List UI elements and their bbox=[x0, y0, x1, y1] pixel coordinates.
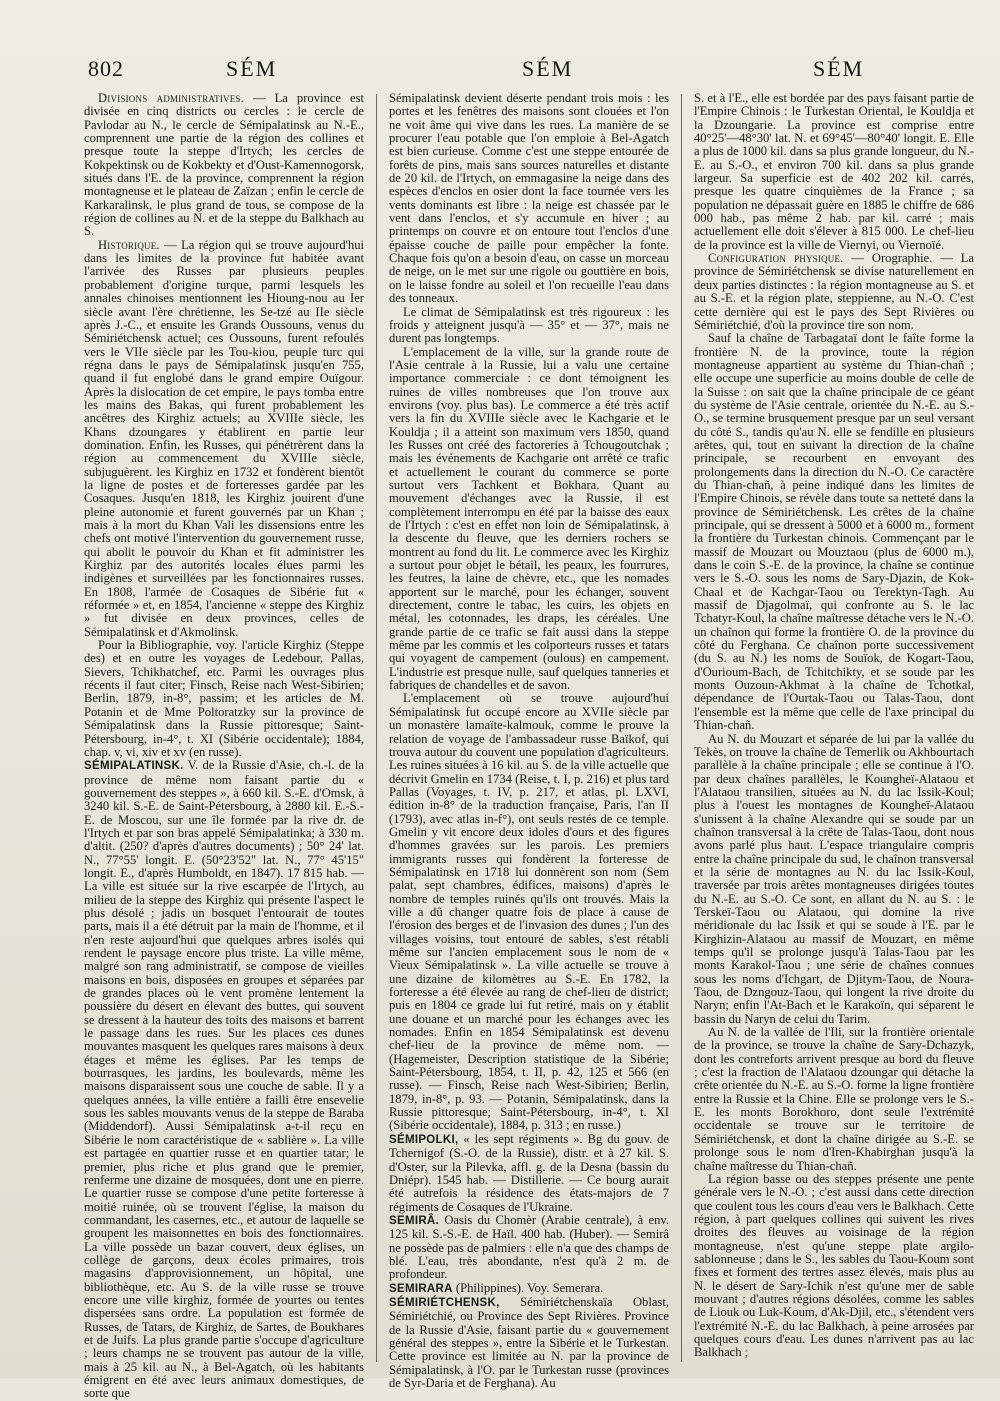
entry-semira bbox=[389, 1214, 669, 1282]
running-head-right: SÉM bbox=[813, 56, 865, 81]
page-header bbox=[88, 56, 950, 86]
section-label-historique: Historique. bbox=[98, 237, 160, 252]
paragraph-text: — La région qui se trouve aujourd'hui dans les limites de la province fut habitée avant l'arrivée des Russes par plusieurs peuples probablement d'origine turque, parmi lesquels les annales chinoises mentionnent les Hioung-nou au Ier siècle avant l'ère chrétienne, les Se-tzé au IIe siècle après J.-C., et ensuite les Grands Oussouns, venus du Sémiriétchensk actuel; ces Oussouns, furent refoulés vers le VIIe siècle par les Tou-kiou, peuple turc qui régna dans le pays de Sémipalatinsk jusqu'en 755, quand il fut englobé dans le grand empire Ouïgour. Après la dislocation de cet empire, le pays tomba entre les mains des Bakas, qui furent probablement les ancêtres des Kirghiz actuels; au XVIIIe siècle, les Khans dzoungares y établirent en partie leur domination. Enfin, les Russes, qui pénétrèrent dans la région au commencement du XVIIIe siècle, subjuguèrent. les Kirghiz en 1732 et fondèrent bientôt la ligne de postes et de forteresses gardée par les Cosaques. Jusqu'en 1818, les Kirghiz jouirent d'une pleine autonomie et furent gouvernés par un Khan ; mais à la mort du Khan Vali les dissensions entre les chefs ont motivé l'intervention du gouvernement russe, qui abolit le pouvoir du Khan et fit administrer les Kirghiz par des autorités locales élues parmi les indigènes et surveillées par les fonctionnaires russes. En 1808, l'armée de Cosaques de Sibérie fut « réformée » et, en 1854, l'ancienne « steppe des Kirghiz » fut divisée en deux provinces, celles de Sémipalatinsk et d'Akmolinsk. bbox=[84, 237, 364, 639]
entry-headword: SÉMIPALATINSK. bbox=[84, 760, 184, 773]
entry-text: V. de la Russie d'Asie, ch.-l. de la province de même nom faisant partie du « gouvernement des steppes », à 660 kil. S.-E. d'Omsk, à 3240 kil. S.-E. de Saint-Pétersbourg, à 2880 kil. E.-S.-E. de Moscou, sur une île formée par la rive dr. de l'Irtych et par son bras appelé Sémipalatinka; à 330 m. d'altit. (250? d'après d'autres documents) ; 50° 24' lat. N., 77°55' longit. E. (50°23'52" lat. N., 77° 45'15" longit. E., d'après Humboldt, en 1847). 17 815 hab. — La ville est située sur la rive escarpée de l'Irtych, au milieu de la steppe des Kirghiz qui présente l'aspect le plus désolé ; jadis un bosquet l'entourait de toutes parts, mais il a été détruit par la main de l'homme, et il n'en reste aujourd'hui que quelques arbres isolés qui rendent le paysage encore plus triste. La ville même, malgré son rang administratif, se compose de vieilles maisons en bois, disposées en groupes et séparées par de grandes places où le vent promène lentement la poussière du désert en élevant des buttes, qui souvent se dressent à la hauteur des toits des maisons et barrent le passage dans les rues. Sur les places ces dunes mouvantes masquent les quelques rares maisons à deux étages et même les églises. Par les temps de bourrasques, les jardins, les boulevards, même les maisons disparaissent sous une couche de sable. Il y a quelques années, la ville entière a failli être ensevelie sous les sables mouvants venus de la steppe de Baraba (Middendorf). Aussi Sémipalatinsk a-t-il reçu en Sibérie le nom caractéristique de « sablière ». La ville est partagée en quartier russe et en quartier tatar; le premier, plus riche et plus grand que le premier, renferme une dizaine de mosquées, dont une en pierre. Le quartier russe se compose d'une petite forteresse à moitié ruinée, où se trouvent l'église, la maison du commandant, les casernes, etc., et autour de laquelle se groupent les maisonnettes en bois des fonctionnaires. La ville possède un bazar couvert, deux églises, un collège de garçons, deux écoles primaires, trois magasins d'approvisionnement, un hôpital, une bibliothèque, etc. Au S. de la ville russe se trouve encore une ville kirghiz, formée de yourtes ou tentes dispersées sans ordre. La population est formée de Russes, de Tatars, de Kirghiz, de Sartes, de Boukhares et de Juifs. La plus grande partie s'occupe d'agriculture ; leurs champs ne se trouvent pas autour de la ville, mais à 25 kil. au N., à Bel-Agatch, où les habitants émigrent en été avec leurs animaux domestiques, de sorte que bbox=[84, 758, 364, 1401]
paragraph-text: — La province est divisée en cinq districts ou cercles : le cercle de Pavlodar au N., le cercle de Sémipalatinsk au N.-E., comprennent une partie de la région des collines et presque toute la steppe d'Irtych; les cercles de Kokpektinsk ou de Kokbekty et d'Oust-Kamennogorsk, situés dans l'E. de la province, comprennent la région montagneuse et le plateau de Zaïzan ; enfin le cercle de Karkaralinsk, le plus grand de tous, se compose de la région de collines au N. et de la steppe du Balkhach au S. bbox=[84, 91, 364, 239]
paragraph: Sauf la chaîne de Tarbagataï dont le faîte forme la frontière N. de la province, toute la région montagneuse appartient au système du Thian-chañ ; elle occupe une superficie au moins double de celle de la Suisse : on sait que la chaîne principale de ce géant du système de l'Asie centrale, orientée du N.-E. au S.-O., se termine brusquement presque par un seul versant du côté S., tandis qu'au N. elle se fendille en plusieurs arêtes, qui, tout en suivant la direction de la chaîne principale, se recourbent en envoyant des prolongements dans la direction du N.-O. Ce caractère du Thian-chañ, à peine indiqué dans les limites de l'Empire Chinois, se révèle dans toute sa netteté dans la province de Sémiriétchensk. Les crêtes de la chaîne principale, qui se dressent à 5000 et à 6000 m., forment la frontière du Turkestan chinois. Commençant par le massif de Mouzart ou Mouztaou (plus de 6000 m.), dans le coin S.-E. de la province, la chaîne se continue vers le S.-O. sous les noms de Sary-Djazin, de Kok-Chaal et de Kachgar-Taou ou Terektyn-Tagh. Au massif de Djagolmaï, qui confronte au S. le lac Tchatyr-Koul, la chaîne maîtresse détache vers le N.-O. un chaînon qui forme la frontière O. de la province du côté du Ferghana. Ce chaînon porte successivement (du S. au N.) les noms de Souïok, de Kogart-Taou, d'Ourioum-Bach, de Tchitchikty, et se soude par les monts Ouzoun-Akhmat à la chaîne de Tchotkal, dépendance de l'Ourtak-Taou ou Talas-Taou, dont l'ensemble est la même que celle de l'axe principal du Thian-chañ. bbox=[694, 331, 974, 733]
paragraph-commerce: L'emplacement de la ville, sur la grande route de l'Asie centrale à la Russie, lui a valu une certaine importance commerciale : ce dont témoignent les ruines de villes nombreuses que l'on trouve aux environs (voy. plus bas). Le commerce a été très actif vers la fin du XVIIIe siècle avec le Kachgarie et le Kouldja ; il a atteint son maximum vers 1850, quand les Russes ont créé des factoreries à Tchougoutchak ; mais les événements de Kachgarie ont arrêté ce trafic et actuellement le courant du commerce se porte surtout vers Tachkent et Bokhara. Quant au mouvement d'échanges avec la Russie, il est complètement interrompu en été par la baisse des eaux de l'Irtych : c'est en effet non loin de Sémipalatinsk, à la descente du fleuve, que les derniers rochers se montrent au fond du lit. Le commerce avec les Kirghiz a surtout pour objet le bétail, les peaux, les fourrures, les feutres, la laine de chèvre, etc., que les nomades apportent sur le marché, pour les échanger, souvent directement, contre le tabac, les cuirs, les objets en métal, les cotonnades, les draps, les céréales. Une grande partie de ce trafic se fait aussi dans la steppe même par les commis et les colporteurs russes et tatars qui voyagent de campement (oulous) en campement. L'industrie est presque nulle, sauf quelques tanneries et fabriques de chandelles et de savon. bbox=[389, 344, 669, 693]
paragraph: Au N. du Mouzart et séparée de lui par la vallée du Tekès, on trouve la chaîne de Temerlik ou Akhbourtach parallèle à la chaîne principale ; elle se continue à l'O. par deux chaînes parallèles, le Koungheï-Alataou et l'Alataou transilien, situées au N. du lac Issik-Koul; plus à l'ouest les montagnes de Koungheï-Alataou s'unissent à la chaîne Alexandre qui se soude par un chaînon transversal à la crête de Talas-Taou, dont nous avons parlé plus haut. L'espace triangulaire compris entre la chaîne principale du sud, le chaînon transversal et la série de montagnes au N. du lac Issik-Koul, traversée par trois arêtes montagneuses dirigées toutes du N.-E. au S.-O. Ce sont, en allant du N. au S. : le Terskeï-Taou ou Alataou, qui domine la rive méridionale du lac Issik et qui se soude à l'E. par le Kirghizin-Alataou au massif de Mouzart, en même temps qu'il se prolonge jusqu'à Talas-Taou par les monts Karakol-Taou ; une série de chaînes connues sous les noms d'Ichgart, de Djitym-Taou, de Noura-Taou, de Dzngouz-Taou, qui longent la rive droite du Naryn; enfin l'At-Bach et le Karakoïn, qui séparent le bassin du Naryn de celui du Tarim. bbox=[694, 731, 974, 1026]
entry-semipolki bbox=[389, 1133, 669, 1214]
paragraph-climat: Le climat de Sémipalatinsk est très rigoureux : les froids y atteignent jusqu'à — 35° et — 37°, mais ne durent pas longtemps. bbox=[389, 304, 669, 346]
paragraph-bibliographie: Pour la Bibliographie, voy. l'article Kirghiz (Steppe des) et en outre les voyages de Ledebour, Pallas, Sievers, Tchikhatchef, etc. Parmi les ouvrages plus récents il faut citer; Finsch, Reise nach West-Sibirien; Berlin, 1879, in-8°, passim; et les articles de M. Potanin et de Mme Poltoratzky sur la province de Sémipalatinsk dans la Russie pittoresque; Saint-Pétersbourg, in-4°, t. XI (Sibérie occidentale); 1884, chap. v, vi, xiv et xv (en russe). bbox=[84, 638, 364, 759]
entry-semirietchensk bbox=[389, 1296, 669, 1390]
column-rule bbox=[681, 94, 682, 1362]
paragraph: Au N. de la vallée de l'Ili, sur la frontière orientale de la province, se trouve la chaîne de Sary-Dchazyk, dont les contreforts arrivent presque au bord du fleuve ; c'est la fraction de l'Alataou dzoungar qui détache la crête orientée du N.-E. au S.-O. forme la ligne frontière entre la Russie et la Chine. Elle se prolonge vers le S.-E. les monts Borokhoro, dont seule l'extrémité occidentale se trouve sur le territoire de Sémiriétchensk, et dont la chaîne dirigée au S.-E. se prolonge sous le nom d'Iren-Khabirghan jusqu'à la chaîne maîtresse du Thian-chañ. bbox=[694, 1025, 974, 1173]
entry-text: Oasis du Chomèr (Arabie centrale), à env. 125 kil. S.-S.-E. de Haïl. 400 hab. (Huber). — Semirâ ne possède pas de palmiers : elle n'a que des champs de blé. L'eau, très abondante, n'est qu'à 2 m. de profondeur. bbox=[389, 1212, 669, 1282]
section-label-divisions: Divisions administratives. bbox=[98, 91, 244, 105]
entry-headword: SÉMIRIÉTCHENSK, bbox=[389, 1296, 500, 1309]
page-number: 802 bbox=[88, 56, 124, 81]
entry-text: Sémiriétchenskaïa Oblast, Sémiriétchié, ou Province des Sept Rivières. Province de la Russie d'Asie, faisant partie du « gouvernement général des steppes », entre la Sibérie et le Turkestan. Cette province est limitée au N. par la province de Sémipalatinsk, à l'O. par le Turkestan russe (provinces de Syr-Daria et de Ferghana). Au bbox=[389, 1294, 669, 1390]
running-head-center: SÉM bbox=[522, 56, 574, 81]
paragraph-divisions bbox=[84, 92, 364, 239]
column-rule bbox=[376, 94, 377, 1362]
paragraph-text: — Orographie. — La province de Sémiriétchensk se divise naturellement en deux parties distinctes : la région montagneuse au S. et au S.-E. et la région plate, steppienne, au N.-O. C'est cette dernière qui est le pays des Sept Rivières ou Sémiriétchié, d'où la province tire son nom. bbox=[694, 251, 974, 332]
paragraph: Sémipalatinsk devient déserte pendant trois mois : les portes et les fenêtres des maisons sont clouées et l'on ne voit âme qui vive dans les rues. La manière de se procurer l'eau potable que l'on emploie à Bel-Agatch est bien curieuse. Comme c'est une steppe entourée de forêts de pins, mais sans sources naturelles et distante de 20 kil. de l'Irtych, on emmagasine la neige dans des espèces d'enclos en osier dont la face tournée vers les vents dominants est libre : la neige est chassée par le vent dans l'enclos, et s'y accumule en hiver ; au printemps on couvre et on entoure tout l'enclos d'une épaisse couche de paille pour empêcher la fonte. Chaque fois qu'on a besoin d'eau, on casse un morceau de neige, on le met sur une rigole ou gouttière en bois, on le laisse fondre au soleil et l'on recueille l'eau dans des tonneaux. bbox=[389, 91, 669, 306]
paragraph-configuration bbox=[694, 252, 974, 332]
paragraph-historique bbox=[84, 239, 364, 639]
entry-semirara bbox=[389, 1282, 669, 1296]
paragraph: S. et à l'E., elle est bordée par des pays faisant partie de l'Empire Chinois : le Turkestan Oriental, le Kouldja et la Dzoungarie. La province est comprise entre 40°25'—48°30' lat. N. et 69°45'—80°40' longit. E. Elle a plus de 1000 kil. dans sa plus grande longueur, du N.-E. au S.-O., et environ 700 kil. dans sa plus grande largeur. Sa superficie est de 402 202 kil. carrés, presque les quatre cinquièmes de la France ; sa population ne dépassait guère en 1885 le chiffre de 686 000 hab., pas même 2 hab. par kil. carré ; mais actuellement elle doit s'élever à 815 000. Le chef-lieu de la province est la ville de Viernyi, ou Viernoïé. bbox=[694, 91, 975, 252]
column-3 bbox=[694, 92, 974, 1362]
entry-headword: SEMIRÂ. bbox=[389, 1214, 440, 1227]
entry-text: (Philippines). Voy. Semerara. bbox=[455, 1280, 604, 1295]
column-1 bbox=[84, 91, 364, 1401]
text-columns bbox=[84, 91, 975, 1401]
entry-headword: SÉMIPOLKI, bbox=[389, 1133, 459, 1146]
running-head-left: SÉM bbox=[226, 56, 278, 81]
column-2 bbox=[389, 91, 670, 1390]
paragraph: La région basse ou des steppes présente une pente générale vers le N.-O. ; c'est aussi dans cette direction que coulent tous les cours d'eau vers le Balkhach. Cette région, à part quelques collines qui suivent les rives droites des fleuves au voisinage de la région montagneuse, n'est qu'une steppe plate argilo-sablonneuse ; dans le S., les sables du Taou-Koum sont fixes et forment des tertres assez élevés, mais plus au N. le désert de Sary-Ichik n'est qu'une mer de sable mouvant ; d'autres régions désolées, comme les sables de Liouk ou Luk-Koum, d'Ak-Djil, etc., s'étendent vers l'extrémité N.-E. du lac Balkhach, à peine arrosées par quelques cours d'eau. Les dunes n'arrivent pas au lac Balkhach ; bbox=[694, 1171, 974, 1360]
entry-headword: SEMIRARA bbox=[389, 1282, 453, 1295]
section-label-configuration: Configuration physique. bbox=[708, 251, 844, 266]
entry-semipalatinsk bbox=[84, 759, 364, 1401]
entry-text: « les sept régiments ». Bg du gouv. de Tchernigof (S.-O. de la Russie), distr. et à 27 kil. S. d'Oster, sur la Pilevka, affl. g. de la Desna (bassin du Dniépr). 1545 hab. — Distillerie. — Ce bourg aurait été autrefois la résidence des états-majors de 7 régiments de Cosaques de l'Ukraine. bbox=[389, 1131, 670, 1214]
paragraph-histoire: L'emplacement où se trouve aujourd'hui Sémipalatinsk fut occupé encore au XVIIe siècle par un monastère lamaïte-kalmouk, comme le prouve la relation de voyage de l'ambassadeur russe Baïkof, qui trouva autour du couvent une population d'agriculteurs. Les ruines situées à 16 kil. au S. de la ville actuelle que décrivit Gmelin en 1734 (Reise, t. I, p. 216) et plus tard Pallas (Voyages, t. IV, p. 217, et atlas, pl. LXVI, édition in-8° de la traduction française, Paris, l'an II (1793), avec atlas in-f°), ont seuls restés de ce temple. Gmelin y vit encore deux idoles d'ours et des figures d'hommes gravées sur les parois. Les premiers immigrants russes qui fondèrent la forteresse de Sémipalatinsk en 1718 lui donnèrent son nom (Sem palat, sept chambres, édifices, maisons) d'après le nombre de temples ruinés qu'ils ont trouvés. Mais la ville a dû changer quatre fois de place à cause de l'érosion des berges et de l'invasion des dunes ; l'un des villages voisins, tout entouré de sables, s'est rétabli même sur l'ancien emplacement sous le nom de « Vieux Sémipalatinsk ». La ville actuelle se trouve à une dizaine de kilomètres au S.-E. En 1782, la forteresse a été élevée au rang de chef-lieu de district; puis en 1804 ce grade lui fut retiré, mais on y établit une douane et un marché pour les échanges avec les nomades. Enfin en 1854 Sémipalatinsk est devenu chef-lieu de la province de même nom. — (Hagemeister, Description statistique de la Sibérie; Saint-Pétersbourg, 1854, t. II, p. 42, 125 et 566 (en russe). — Finsch, Reise nach West-Sibirien; Berlin, 1879, in-8°, p. 93. — Potanin, Sémipalatinsk, dans la Russie pittoresque; Saint-Pétersbourg, in-4°, t. XI (Sibérie occidentale), 1884, p. 313 ; en russe.) bbox=[389, 691, 669, 1133]
